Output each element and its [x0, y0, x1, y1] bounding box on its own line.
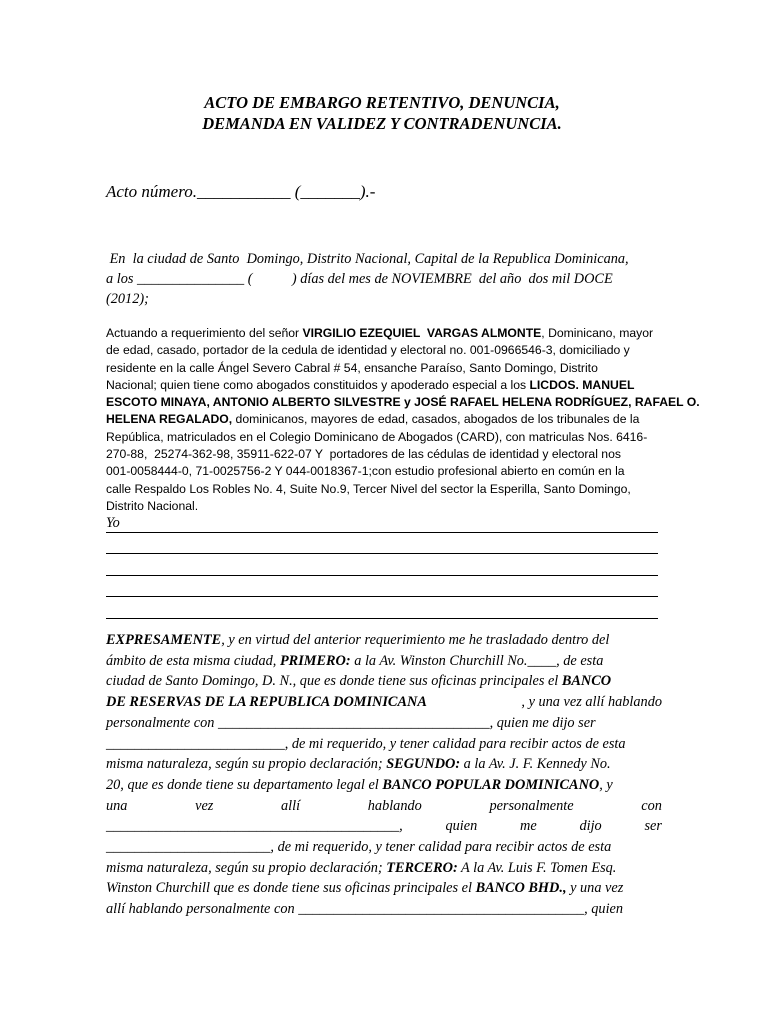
actuando-paragraph	[106, 325, 700, 515]
text-run: Actuando a requerimiento del señor	[106, 326, 303, 340]
intro-paragraph	[106, 249, 658, 309]
text-line: 270-88, 25274-362-98, 35911-622-07 Y portadores de las cédulas de identidad y electoral nos	[106, 447, 621, 462]
word: personalmente	[489, 797, 574, 814]
justified-line	[106, 796, 662, 817]
bank-name: BANCO POPULAR DOMINICANO	[382, 776, 600, 793]
blank-line	[106, 558, 658, 580]
text-line: calle Respaldo Los Robles No. 4, Suite No.9, Tercer Nivel del sector la Esperilla, Santo Domingo,	[106, 481, 631, 496]
tercero-label: TERCERO:	[386, 859, 458, 876]
text-line: _________________________, de mi requerido, y tener calidad para recibir actos de esta	[106, 735, 626, 752]
expresamente-label: EXPRESAMENTE	[106, 632, 222, 648]
text-run: Winston Churchill que es donde tiene sus oficinas principales el	[106, 880, 476, 897]
word: _________________________________________,	[106, 818, 403, 835]
text-run: a la Av. J. F. Kennedy No.	[460, 756, 611, 773]
primero-label: PRIMERO:	[279, 652, 351, 669]
document-title	[106, 92, 658, 134]
text-line: de edad, casado, portador de la cedula de identidad y electoral no. 001-0966546-3, domiciliado y	[106, 343, 630, 358]
text-line: 001-0058444-0, 71-0025756-2 Y 044-0018367-1;con estudio profesional abierto en común en la	[106, 464, 625, 479]
word: vez	[195, 797, 214, 814]
title-line-1: ACTO DE EMBARGO RETENTIVO, DENUNCIA,	[204, 93, 560, 112]
bank-name: BANCO	[561, 673, 612, 690]
justified-line	[106, 816, 662, 837]
expresamente-paragraph	[106, 630, 662, 920]
text-line: República, matriculados en el Colegio Dominicano de Abogados (CARD), con matriculas Nos. 6416-	[106, 429, 648, 444]
client-name: VIRGILIO EZEQUIEL VARGAS ALMONTE	[302, 326, 542, 340]
text-run: ámbito de esta misma ciudad,	[106, 652, 280, 669]
blank-line	[106, 601, 658, 623]
bank-name: DE RESERVAS DE LA REPUBLICA DOMINICANA	[106, 694, 427, 711]
word: una	[106, 797, 128, 814]
yo-label: Yo	[106, 515, 120, 531]
text-run: 20, que es donde tiene su departamento legal el	[106, 776, 383, 793]
text-line: personalmente con ______________________________________, quien me dijo ser	[106, 714, 596, 731]
yo-blank-lines	[106, 515, 658, 623]
blank-line	[106, 515, 658, 537]
text-run: a la Av. Winston Churchill No.____, de esta	[350, 652, 604, 669]
text-run: misma naturaleza, según su propio declaración;	[106, 756, 387, 773]
word: allí	[281, 797, 301, 814]
word: dijo	[579, 818, 602, 835]
intro-line: a los _______________ ( ) días del mes de NOVIEMBRE del año dos mil DOCE	[106, 271, 613, 287]
text-run: , y una vez allí hablando	[521, 694, 662, 711]
text-line: Distrito Nacional.	[106, 498, 199, 513]
text-run: y una vez	[566, 880, 624, 897]
text-run: A la Av. Luis F. Tomen Esq.	[457, 859, 617, 876]
acto-numero: Acto número.___________ (_______).-	[106, 182, 376, 201]
word: ser	[644, 818, 662, 835]
text-run: Nacional; quien tiene como abogados constituidos y apoderado especial a los	[106, 377, 530, 392]
word: con	[641, 797, 662, 814]
text-run: , y en virtud del anterior requerimiento me he trasladado dentro del	[221, 632, 610, 648]
text-run: ciudad de Santo Domingo, D. N., que es donde tiene sus oficinas principales el	[106, 673, 562, 690]
blank-line	[106, 537, 658, 559]
text-line: residente en la calle Ángel Severo Cabral # 54, ensanche Paraíso, Santo Domingo, Distrito	[106, 360, 598, 375]
word: me	[520, 818, 537, 835]
lawyers-names: ESCOTO MINAYA, ANTONIO ALBERTO SILVESTRE y JOSÉ RAFAEL HELENA RODRÍGUEZ, RAFAEL O.	[106, 395, 700, 410]
text-run: dominicanos, mayores de edad, casados, abogados de los tribunales de la	[232, 412, 640, 427]
lawyer-name: HELENA REGALADO,	[106, 412, 233, 427]
intro-line: (2012);	[106, 291, 149, 307]
lawyers-label: LICDOS. MANUEL	[529, 377, 635, 392]
word: hablando	[367, 797, 422, 814]
text-run: misma naturaleza, según su propio declaración;	[106, 859, 387, 876]
text-line: allí hablando personalmente con ________________________________________, quien	[106, 901, 624, 918]
segundo-label: SEGUNDO:	[386, 756, 461, 773]
title-line-2: DEMANDA EN VALIDEZ Y CONTRADENUNCIA.	[202, 114, 562, 133]
text-line: _______________________, de mi requerido, y tener calidad para recibir actos de esta	[106, 839, 612, 856]
word: quien	[445, 818, 478, 835]
text-run: , Dominicano, mayor	[541, 326, 654, 340]
text-run: , y	[599, 776, 613, 793]
bank-name: BANCO BHD.,	[475, 880, 567, 897]
intro-line: En la ciudad de Santo Domingo, Distrito Nacional, Capital de la Republica Dominicana,	[106, 251, 629, 267]
blank-line	[106, 580, 658, 602]
